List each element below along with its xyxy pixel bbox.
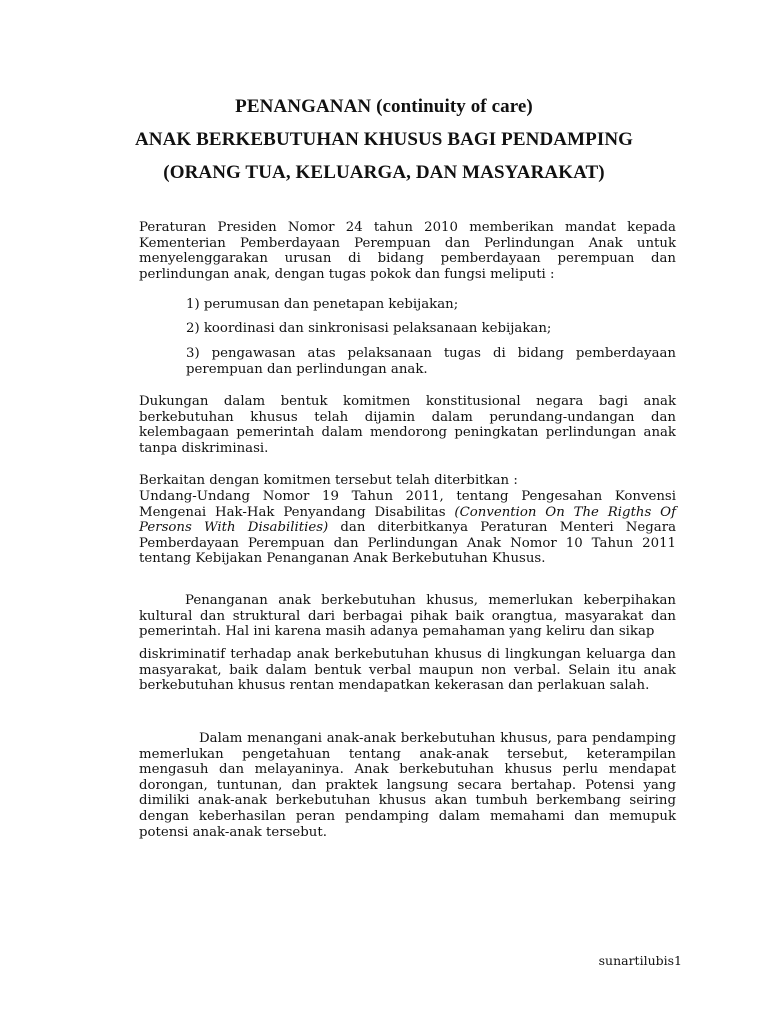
paragraph-2: Dukungan dalam bentuk komitmen konstitusional negara bagi anak berkebutuhan khusus telah dijamin dalam perundang-undangan dan kelembagaan pemerintah dalam mendorong peningkatan perlindungan anak tanpa diskriminasi. xyxy=(139,394,676,456)
paragraph-4-part-2: diskriminatif terhadap anak berkebutuhan khusus di lingkungan keluarga dan masyarakat, baik dalam bentuk verbal maupun non verbal. Selain itu anak berkebutuhan khusus rentan mendapatkan kekerasan dan perlakuan salah. xyxy=(139,647,676,694)
title-line-1: PENANGANAN (continuity of care) xyxy=(235,96,533,117)
convention-title: (Convention On The Rigths Of Persons With Disabilities) xyxy=(139,504,676,536)
paragraph-4-part-1: Penanganan anak berkebutuhan khusus, memerlukan keberpihakan kultural dan struktural dari berbagai pihak baik orangtua, masyarakat dan pemerintah. Hal ini karena masih adanya pemahaman yang keliru dan sikap xyxy=(139,593,676,640)
list-item-2: 2) koordinasi dan sinkronisasi pelaksanaan kebijakan; xyxy=(186,321,552,336)
paragraph-3-intro: Berkaitan dengan komitmen tersebut telah diterbitkan : xyxy=(139,473,518,488)
list-item-1: 1) perumusan dan penetapan kebijakan; xyxy=(186,297,459,312)
list-item-3: 3) pengawasan atas pelaksanaan tugas di bidang pemberdayaan perempuan dan perlindungan anak. xyxy=(186,346,676,377)
footer-author: sunartilubis1 xyxy=(598,953,682,968)
paragraph-3 xyxy=(139,489,676,567)
paragraph-3-text-b: dan diterbitkanya Peraturan Menteri Negara Pemberdayaan Perempuan dan Perlindungan Anak Nomor 10 Tahun 2011 tentang Kebijakan Penanganan Anak Berkebutuhan Khusus. xyxy=(139,520,676,567)
paragraph-1: Peraturan Presiden Nomor 24 tahun 2010 memberikan mandat kepada Kementerian Pemberdayaan Perempuan dan Perlindungan Anak untuk menyelenggarakan urusan di bidang pemberdayaan perempuan dan perlindungan anak, dengan tugas pokok dan fungsi meliputi : xyxy=(139,220,676,282)
paragraph-3-text-a: Undang-Undang Nomor 19 Tahun 2011, tentang Pengesahan Konvensi Mengenai Hak-Hak Penyandang Disabilitas xyxy=(139,489,676,520)
paragraph-5: Dalam menangani anak-anak berkebutuhan khusus, para pendamping memerlukan pengetahuan tentang anak-anak tersebut, keterampilan mengasuh dan melayaninya. Anak berkebutuhan khusus perlu mendapat dorongan, tuntunan, dan praktek langsung secara bertahap. Potensi yang dimiliki anak-anak berkebutuhan khusus akan tumbuh berkembang seiring dengan keberhasilan peran pendamping dalam memahami dan memupuk potensi anak-anak tersebut. xyxy=(139,731,676,840)
title-line-2: ANAK BERKEBUTUHAN KHUSUS BAGI PENDAMPING xyxy=(134,129,634,150)
title-line-3: (ORANG TUA, KELUARGA, DAN MASYARAKAT) xyxy=(163,162,605,183)
